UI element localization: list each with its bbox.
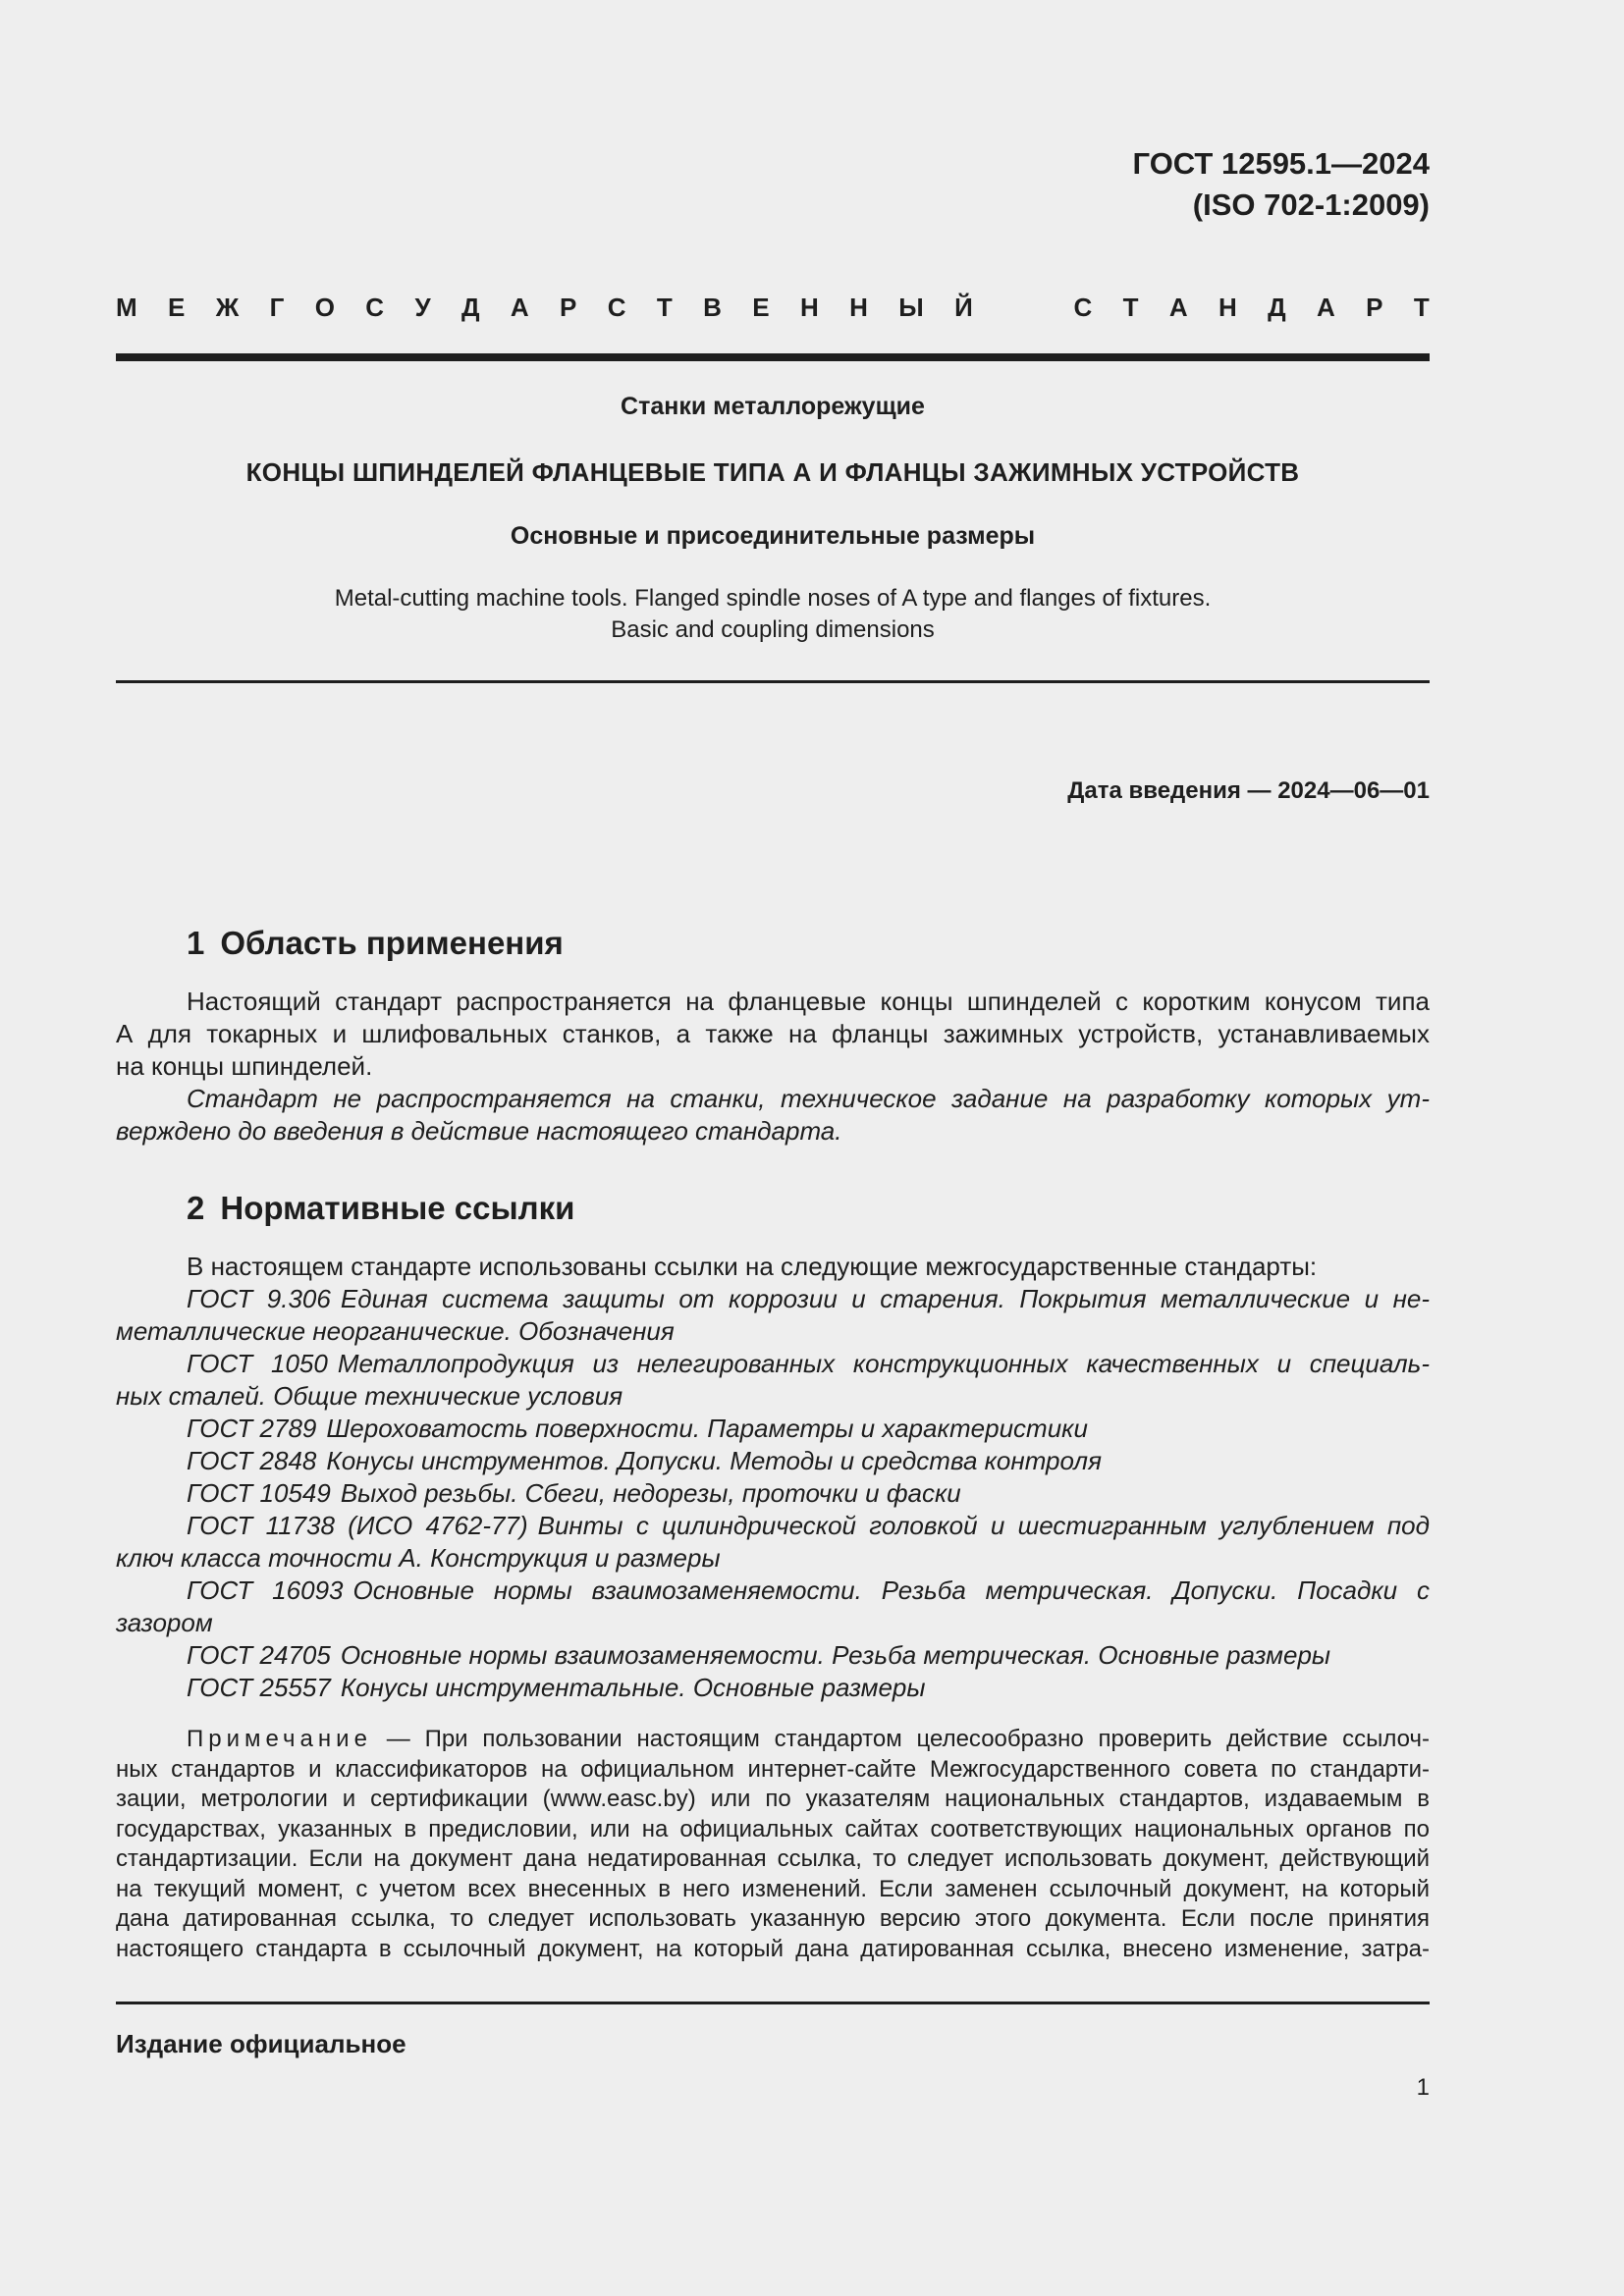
- paragraph-line: В настоящем стандарте использованы ссылки на следующие межгосударственные стандарты:: [187, 1252, 1318, 1281]
- note-block: [116, 1725, 1430, 1964]
- heading-letter: Й: [954, 293, 973, 322]
- heading-letter: Р: [1366, 293, 1383, 322]
- note-line: государствах, указанных в предисловии, или на официальных сайтах соответствующих национальных органов по: [116, 1815, 1430, 1842]
- heading-letter: Н: [799, 293, 819, 322]
- document-code: [1133, 143, 1430, 226]
- heading-letter: О: [314, 293, 335, 322]
- heading-letter: С: [607, 293, 626, 322]
- reference-code: ГОСТ 25557: [187, 1673, 331, 1702]
- heading-letter: Г: [269, 293, 285, 322]
- iso-number: (ISO 702-1:2009): [1192, 187, 1430, 222]
- standard-category: Станки металлорежущие: [621, 393, 925, 420]
- section-1-heading: [187, 925, 564, 962]
- heading-letter: А: [510, 293, 529, 322]
- paragraph-line: на концы шпинделей.: [116, 1051, 373, 1081]
- note-line: на текущий момент, с учетом всех внесенных в него изменений. Если заменен ссылочный документ, на который: [116, 1875, 1430, 1902]
- reference-title: Шероховатость поверхности. Параметры и характеристики: [326, 1414, 1088, 1443]
- heading-letter: Д: [1268, 293, 1286, 322]
- heading-letter: С: [1073, 293, 1093, 322]
- introduction-date: Дата введения — 2024—06—01: [1067, 777, 1430, 804]
- english-title-line: Metal-cutting machine tools. Flanged spindle noses of A type and flanges of fixtures.: [334, 585, 1212, 612]
- heading-letter: А: [1168, 293, 1188, 322]
- footer-rule: [116, 2002, 1430, 2004]
- heading-letter: Т: [656, 293, 673, 322]
- heading-letter: Т: [1122, 293, 1139, 322]
- reference-item: [116, 1283, 1430, 1315]
- reference-title: Винты с цилиндрической головкой и шестигранным углублением под: [537, 1511, 1430, 1540]
- reference-code: ГОСТ 10549: [187, 1478, 331, 1508]
- paragraph-line: Настоящий стандарт распространяется на фланцевые концы шпинделей с коротким конусом типа: [187, 987, 1430, 1016]
- reference-title-continuation: зазором: [116, 1608, 213, 1637]
- reference-item: [116, 1510, 1430, 1542]
- reference-item: [116, 1348, 1430, 1380]
- section-number: 2: [187, 1190, 205, 1226]
- note-line: дана датированная ссылка, то следует использовать указанную версию этого документа. Если после принятия: [116, 1905, 1430, 1932]
- reference-title: Единая система защиты от коррозии и старения. Покрытия металлические и не-: [340, 1284, 1430, 1313]
- reference-item: [116, 1672, 1430, 1704]
- heading-letter: Р: [560, 293, 577, 322]
- reference-item: [116, 1413, 1430, 1445]
- reference-code: ГОСТ 11738 (ИСО 4762-77): [187, 1511, 528, 1540]
- official-edition-label: Издание официальное: [116, 2029, 406, 2058]
- heading-letter: С: [365, 293, 385, 322]
- note-line: [116, 1725, 1430, 1755]
- note-label: Примечание: [187, 1726, 372, 1752]
- heading-letter: Т: [1413, 293, 1430, 322]
- reference-title: Металлопродукция из нелегированных конструкционных качественных и специаль-: [337, 1349, 1430, 1378]
- english-title: [116, 583, 1430, 646]
- section-2-body: [116, 1251, 1430, 1704]
- reference-title-continuation: металлические неорганические. Обозначения: [116, 1316, 675, 1346]
- heading-letter: А: [1317, 293, 1335, 322]
- reference-title: Основные нормы взаимозаменяемости. Резьба метрическая. Основные размеры: [340, 1640, 1331, 1670]
- reference-code: ГОСТ 1050: [187, 1349, 328, 1378]
- paragraph-line: А для токарных и шлифовальных станков, а также на фланцы зажимных устройств, устанавливаемых: [116, 1019, 1430, 1048]
- note-line: настоящего стандарта в ссылочный документ, на который дана датированная ссылка, внесено изменение, затра-: [116, 1935, 1430, 1962]
- note-text: — При пользовании настоящим стандартом целесообразно проверить действие ссылоч-: [386, 1726, 1430, 1752]
- reference-code: ГОСТ 9.306: [187, 1284, 331, 1313]
- reference-title: Основные нормы взаимозаменяемости. Резьба метрическая. Допуски. Посадки с: [352, 1575, 1430, 1605]
- title-bottom-rule: [116, 680, 1430, 683]
- heading-letter: Н: [849, 293, 868, 322]
- reference-code: ГОСТ 2789: [187, 1414, 317, 1443]
- page-number: 1: [1416, 2074, 1430, 2101]
- note-line: ных стандартов и классификаторов на официальном интернет-сайте Межгосударственного совета по стандарти-: [116, 1755, 1430, 1783]
- section-1-body: [116, 986, 1430, 1148]
- document-page: [116, 0, 1430, 2296]
- heading-letter: Н: [1218, 293, 1237, 322]
- section-title: Нормативные ссылки: [220, 1190, 575, 1226]
- paragraph-line: верждено до введения в действие настоящего стандарта.: [116, 1116, 842, 1146]
- interstate-standard-heading: [116, 289, 1430, 326]
- heading-letter: В: [703, 293, 722, 322]
- reference-item: [116, 1639, 1430, 1672]
- reference-code: ГОСТ 2848: [187, 1446, 317, 1475]
- heading-letter: М: [116, 293, 137, 322]
- standard-main-title: КОНЦЫ ШПИНДЕЛЕЙ ФЛАНЦЕВЫЕ ТИПА А И ФЛАНЦЫ ЗАЖИМНЫХ УСТРОЙСТВ: [245, 457, 1300, 487]
- section-number: 1: [187, 925, 205, 961]
- section-2-heading: [187, 1190, 574, 1227]
- section-title: Область применения: [220, 925, 564, 961]
- reference-title: Конусы инструментов. Допуски. Методы и средства контроля: [326, 1446, 1102, 1475]
- standard-subtitle: Основные и присоединительные размеры: [510, 522, 1036, 550]
- reference-title-continuation: ных сталей. Общие технические условия: [116, 1381, 623, 1411]
- reference-item: [116, 1575, 1430, 1607]
- paragraph-line: Стандарт не распространяется на станки, техническое задание на разработку которых ут-: [187, 1084, 1430, 1113]
- reference-code: ГОСТ 16093: [187, 1575, 344, 1605]
- reference-title-continuation: ключ класса точности А. Конструкция и размеры: [116, 1543, 721, 1573]
- note-line: зации, метрологии и сертификации (www.easc.by) или по указателям национальных стандартов, издаваемым в: [116, 1786, 1430, 1812]
- reference-item: [116, 1445, 1430, 1477]
- heading-letter: Ы: [898, 293, 924, 322]
- gost-number: ГОСТ 12595.1—2024: [1132, 146, 1430, 181]
- reference-list: [116, 1283, 1430, 1704]
- heading-letter: Д: [460, 293, 480, 322]
- reference-item: [116, 1477, 1430, 1510]
- heading-letter: Е: [168, 293, 186, 322]
- note-line: стандартизации. Если на документ дана недатированная ссылка, то следует использовать документ, действующий: [116, 1845, 1430, 1872]
- reference-title: Конусы инструментальные. Основные размеры: [340, 1673, 926, 1702]
- heading-letter: У: [414, 293, 431, 322]
- top-thick-rule: [116, 353, 1430, 361]
- heading-letter: Ж: [215, 293, 240, 322]
- heading-word-gap: [1003, 289, 1043, 326]
- english-title-line: Basic and coupling dimensions: [611, 616, 935, 643]
- reference-title: Выход резьбы. Сбеги, недорезы, проточки и фаски: [340, 1478, 961, 1508]
- heading-letter: Е: [752, 293, 770, 322]
- reference-code: ГОСТ 24705: [187, 1640, 331, 1670]
